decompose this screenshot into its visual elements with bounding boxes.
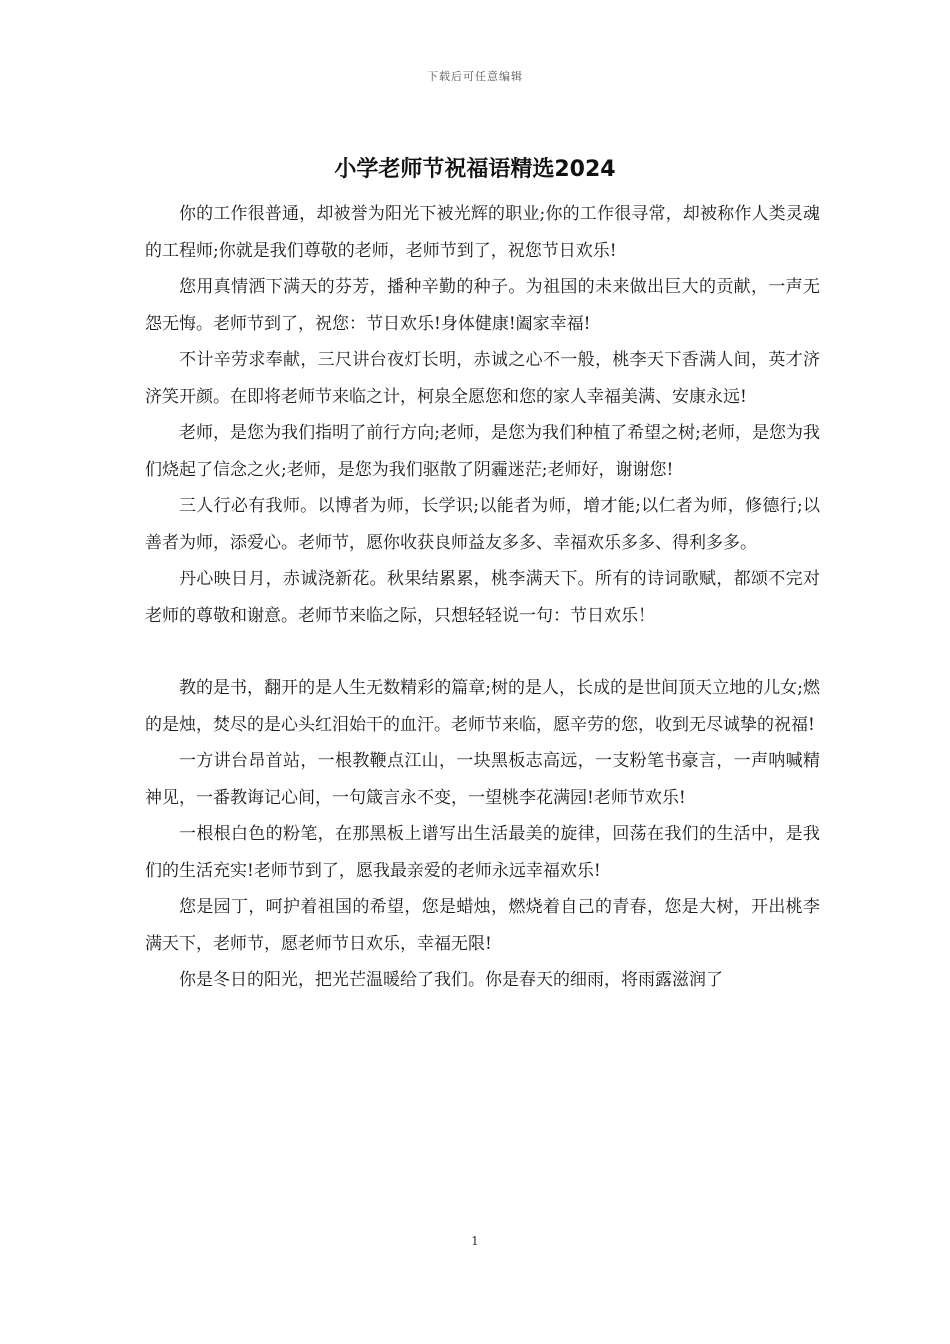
document-title: 小学老师节祝福语精选2024 xyxy=(334,157,616,182)
paragraph-8: 一方讲台昂首站，一根教鞭点江山，一块黑板志高远，一支粉笔书豪言，一声呐喊精神见，一番教诲记心间，一句箴言永不变，一望桃李花满园!老师节欢乐! xyxy=(145,751,820,808)
paragraph-10: 您是园丁，呵护着祖国的希望，您是蜡烛，燃烧着自己的青春，您是大树，开出桃李满天下，老师节，愿老师节日欢乐，幸福无限! xyxy=(145,897,820,954)
paragraph-7: 教的是书，翻开的是人生无数精彩的篇章;树的是人，长成的是世间顶天立地的儿女;燃的是烛，焚尽的是心头红泪始干的血汗。老师节来临，愿辛劳的您，收到无尽诚挚的祝福! xyxy=(145,678,820,735)
paragraph-11: 你是冬日的阳光，把光芒温暖给了我们。你是春天的细雨，将雨露滋润了 xyxy=(179,970,723,990)
page-number: 1 xyxy=(471,1234,479,1248)
paragraph-1: 你的工作很普通，却被誉为阳光下被光辉的职业;你的工作很寻常，却被称作人类灵魂的工程师;你就是我们尊敬的老师，老师节到了，祝您节日欢乐! xyxy=(145,204,820,261)
paragraph-3: 不计辛劳求奉献，三尺讲台夜灯长明，赤诚之心不一般，桃李天下香满人间，英才济济笑开颜。在即将老师节来临之计，柯泉全愿您和您的家人幸福美满、安康永远! xyxy=(145,350,820,407)
document-body xyxy=(145,196,820,999)
header-note: 下载后可任意编辑 xyxy=(427,70,523,83)
paragraph-6: 丹心映日月，赤诚浇新花。秋果结累累，桃李满天下。所有的诗词歌赋，都颂不完对老师的尊敬和谢意。老师节来临之际，只想轻轻说一句：节日欢乐！ xyxy=(145,569,820,626)
paragraph-2: 您用真情洒下满天的芬芳，播种辛勤的种子。为祖国的未来做出巨大的贡献，一声无怨无悔。老师节到了，祝您：节日欢乐!身体健康!阖家幸福! xyxy=(145,277,820,334)
paragraph-5: 三人行必有我师。以博者为师，长学识;以能者为师，增才能;以仁者为师，修德行;以善者为师，添爱心。老师节，愿你收获良师益友多多、幸福欢乐多多、得利多多。 xyxy=(145,496,820,553)
paragraph-4: 老师，是您为我们指明了前行方向;老师，是您为我们种植了希望之树;老师，是您为我们烧起了信念之火;老师，是您为我们驱散了阴霾迷茫;老师好，谢谢您! xyxy=(145,423,820,480)
paragraph-9: 一根根白色的粉笔，在那黑板上谱写出生活最美的旋律，回荡在我们的生活中，是我们的生活充实!老师节到了，愿我最亲爱的老师永远幸福欢乐! xyxy=(145,824,820,881)
